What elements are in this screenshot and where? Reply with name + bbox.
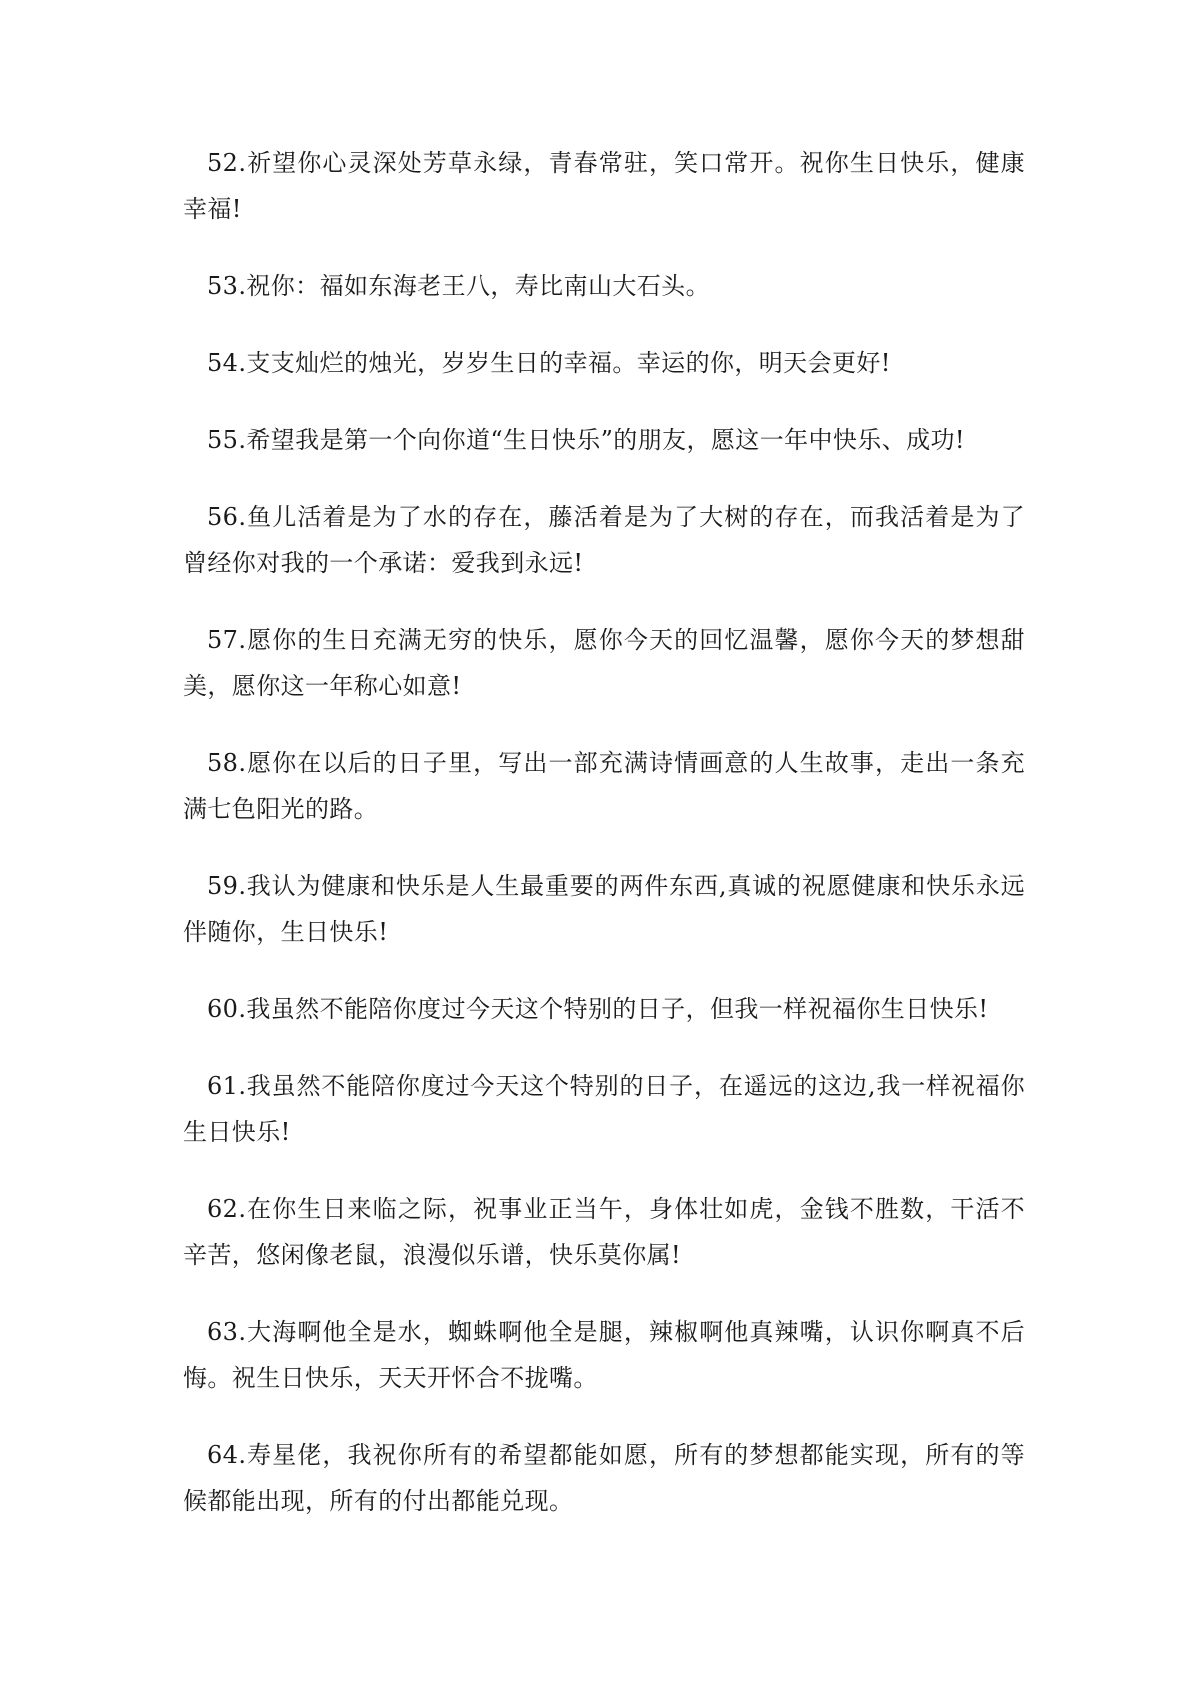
wish-paragraph-62: 62.在你生日来临之际，祝事业正当午，身体壮如虎，金钱不胜数，干活不辛苦，悠闲像老鼠，浪漫似乐谱，快乐莫你属! <box>183 1195 1025 1269</box>
wish-paragraph-54: 54.支支灿烂的烛光，岁岁生日的幸福。幸运的你，明天会更好! <box>207 349 891 377</box>
wish-paragraph-55: 55.希望我是第一个向你道“生日快乐”的朋友，愿这一年中快乐、成功! <box>207 426 965 454</box>
document-body <box>183 140 1025 1555</box>
wish-paragraph-61: 61.我虽然不能陪你度过今天这个特别的日子，在遥远的这边,我一样祝福你生日快乐! <box>183 1072 1025 1146</box>
wish-paragraph-57: 57.愿你的生日充满无穷的快乐，愿你今天的回忆温馨，愿你今天的梦想甜美，愿你这一年称心如意! <box>183 626 1025 700</box>
wish-paragraph-53: 53.祝你：福如东海老王八，寿比南山大石头。 <box>207 272 710 300</box>
wish-paragraph-60: 60.我虽然不能陪你度过今天这个特别的日子，但我一样祝福你生日快乐! <box>207 995 989 1023</box>
wish-paragraph-64: 64.寿星佬，我祝你所有的希望都能如愿，所有的梦想都能实现，所有的等候都能出现，所有的付出都能兑现。 <box>183 1441 1025 1515</box>
wish-paragraph-52: 52.祈望你心灵深处芳草永绿，青春常驻，笑口常开。祝你生日快乐，健康幸福! <box>183 149 1025 223</box>
wish-paragraph-56: 56.鱼儿活着是为了水的存在，藤活着是为了大树的存在，而我活着是为了曾经你对我的一个承诺：爱我到永远! <box>183 503 1025 577</box>
wish-paragraph-63: 63.大海啊他全是水，蜘蛛啊他全是腿，辣椒啊他真辣嘴，认识你啊真不后悔。祝生日快乐，天天开怀合不拢嘴。 <box>183 1318 1025 1392</box>
wish-paragraph-59: 59.我认为健康和快乐是人生最重要的两件东西,真诚的祝愿健康和快乐永远伴随你，生日快乐! <box>183 872 1025 946</box>
wish-paragraph-58: 58.愿你在以后的日子里，写出一部充满诗情画意的人生故事，走出一条充满七色阳光的路。 <box>183 749 1025 823</box>
